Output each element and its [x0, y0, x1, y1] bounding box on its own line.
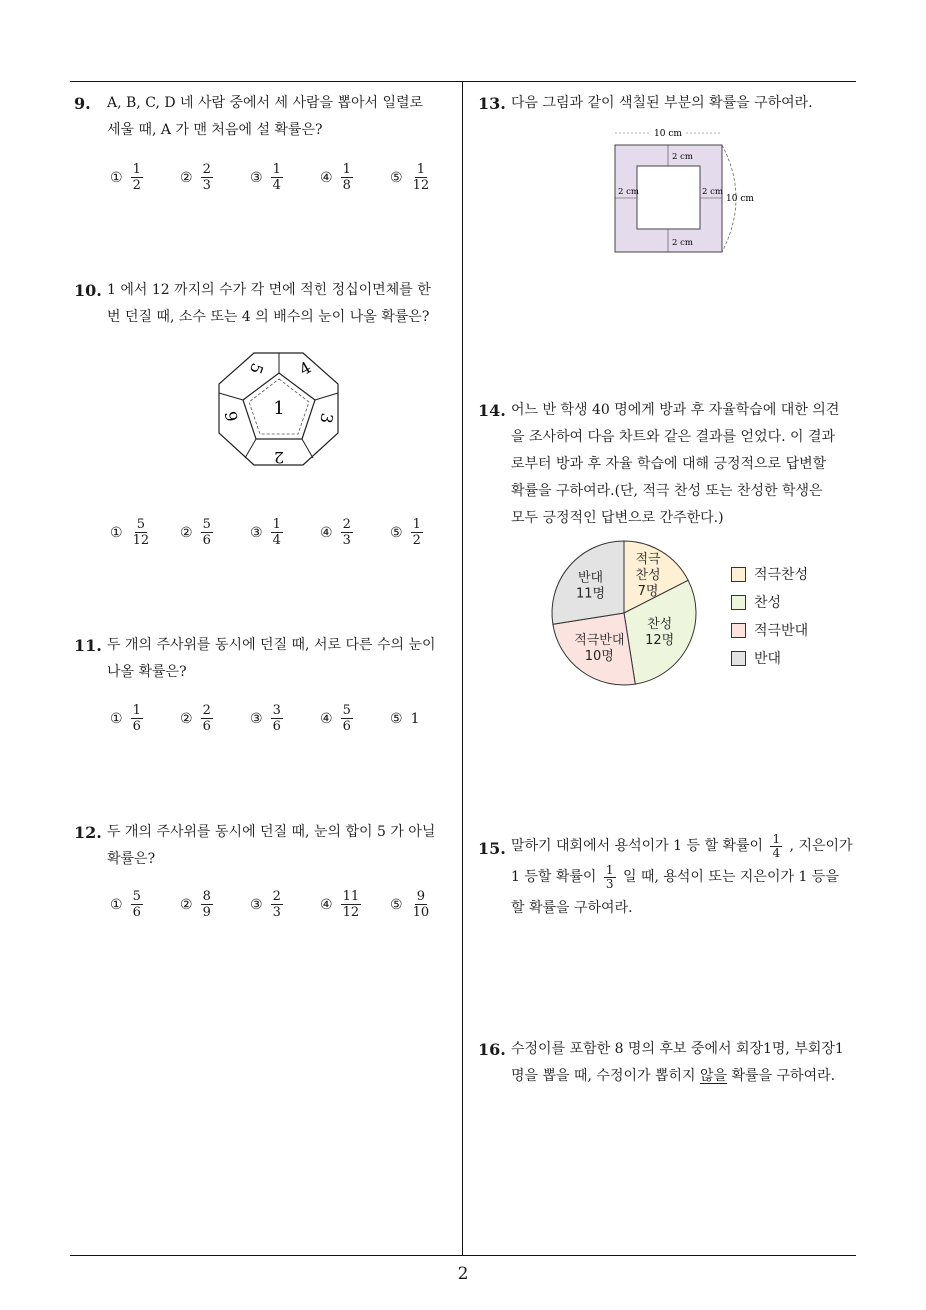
question-number: 14.: [478, 401, 506, 420]
pie-legend: [731, 560, 808, 672]
question-number: 16.: [478, 1040, 506, 1059]
legend-label: 적극찬성: [754, 567, 809, 583]
face-label: 2: [273, 448, 285, 467]
choices-q11-fractions: [110, 703, 390, 734]
face-label: 6: [221, 409, 242, 423]
question-text: 다음 그림과 같이 색칠된 부분의 확률을 구하여라.: [511, 95, 813, 111]
question-text: 어느 반 학생 40 명에게 방과 후 자율학습에 대한 의견 을 조사하여 다음 차트와 같은 결과를 얻었다. 이 결과 로부터 방과 후 자율 학습에 대해 긍정적으로 답변할 확률을 구하여라.(단, 적극 찬성 또는 찬성한 학생은 모두 긍정적인 답변으로 간주한다.): [511, 402, 840, 526]
fraction: $\frac{2}{3}$: [202, 162, 211, 193]
choice[interactable]: ① $\frac{5}{12}$: [110, 517, 150, 548]
pie-label: 10명: [584, 648, 614, 664]
question-16: [478, 1036, 863, 1090]
question-number: 9.: [74, 94, 91, 113]
choices-q9: [110, 162, 460, 193]
question-text: 두 개의 주사위를 동시에 던질 때, 서로 다른 수의 눈이 나올 확률은?: [107, 637, 436, 680]
choice[interactable]: ⑤ $\frac{1}{2}$: [390, 517, 421, 548]
choice[interactable]: ⑤ $\frac{9}{10}$: [390, 889, 430, 920]
fraction: $\frac{5}{6}$: [202, 517, 211, 548]
choice[interactable]: ② $\frac{2}{6}$: [180, 703, 211, 734]
choice[interactable]: ④ $\frac{1}{8}$: [320, 162, 351, 193]
dim-height-label: 10 cm: [726, 194, 754, 204]
dim-width-label: 10 cm: [654, 129, 682, 139]
question-number: 15.: [478, 839, 506, 858]
underlined-word: 않을: [700, 1068, 728, 1084]
pie-label: 12명: [645, 633, 675, 649]
fraction: $\frac{5}{6}$: [342, 703, 351, 734]
choice[interactable]: ① $\frac{5}{6}$: [110, 889, 141, 920]
question-text: A, B, C, D 네 사람 중에서 세 사람을 뽑아서 일렬로 세울 때, A 가 맨 처음에 설 확률은?: [107, 95, 424, 138]
choice[interactable]: ③ $\frac{3}{6}$: [250, 703, 281, 734]
dodecahedron-figure: [213, 348, 345, 472]
fraction: $\frac{1}{2}$: [132, 162, 141, 193]
choice[interactable]: ③ $\frac{2}{3}$: [250, 889, 281, 920]
choice[interactable]: ⑤ $\frac{1}{12}$: [390, 162, 430, 193]
fraction: $\frac{1}{4}$: [772, 831, 781, 860]
question-number: 11.: [74, 636, 102, 655]
question-11: [74, 632, 459, 686]
dim-bottom-label: 2 cm: [672, 238, 693, 248]
fraction: $\frac{1}{6}$: [132, 703, 141, 734]
legend-swatch: [731, 651, 746, 666]
legend-label: 반대: [754, 651, 782, 667]
choice[interactable]: ① $\frac{1}{2}$: [110, 162, 141, 193]
choice[interactable]: ⑤ 1: [390, 710, 420, 727]
pie-label: 반대: [577, 570, 604, 586]
fraction: $\frac{1}{12}$: [412, 162, 430, 193]
question-12: [74, 819, 459, 873]
pie-label: 찬성: [635, 567, 661, 583]
shaded-square-figure: [600, 122, 770, 260]
fraction: $\frac{1}{4}$: [272, 162, 281, 193]
face-label: 4: [296, 357, 315, 380]
opinion-pie-chart: [548, 537, 700, 689]
question-13: [478, 90, 863, 117]
choice[interactable]: ① $\frac{1}{6}$: [110, 703, 141, 734]
choices-q12: [110, 889, 460, 920]
choice[interactable]: ③ $\frac{1}{4}$: [250, 517, 281, 548]
question-text: 1 에서 12 까지의 수가 각 면에 적힌 정십이면체를 한 번 던질 때, 소수 또는 4 의 배수의 눈이 나올 확률은?: [107, 282, 431, 325]
fraction: $\frac{1}{8}$: [342, 162, 351, 193]
choices-q11: [110, 703, 460, 734]
question-10: [74, 277, 459, 331]
question-text: 수정이를 포함한 8 명의 후보 중에서 회장1명, 부회장1 명을 뽑을 때, 수정이가 뽑히지 않을 확률을 구하여라.: [511, 1041, 844, 1084]
pie-label: 7명: [637, 583, 659, 599]
pie-label: 적극반대: [574, 632, 625, 648]
fraction: $\frac{2}{3}$: [342, 517, 351, 548]
legend-item: [731, 644, 808, 672]
question-text: 두 개의 주사위를 동시에 던질 때, 눈의 합이 5 가 아닐 확률은?: [107, 824, 436, 867]
question-number: 13.: [478, 94, 506, 113]
face-center-label: 1: [273, 398, 285, 419]
choices-q10: [110, 517, 460, 548]
legend-item: [731, 588, 808, 616]
fraction: $\frac{1}{3}$: [605, 862, 614, 891]
legend-label: 찬성: [754, 595, 782, 611]
question-text: 말하기 대회에서 용석이가 1 등 할 확률이 $\frac{1}{4}$ , 지은이가 1 등할 확률이 $\frac{1}{3}$ 일 때, 용석이 또는 지은이가 1 등을 할 확률을 구하여라.: [511, 831, 853, 916]
fraction: $\frac{2}{3}$: [272, 889, 281, 920]
question-number: 10.: [74, 281, 102, 300]
question-9: [74, 90, 459, 144]
fraction: $\frac{2}{6}$: [202, 703, 211, 734]
fraction: $\frac{5}{12}$: [132, 517, 150, 548]
pie-label: 11명: [575, 586, 606, 602]
fraction: $\frac{8}{9}$: [202, 889, 211, 920]
question-number: 12.: [74, 823, 102, 842]
top-rule: [70, 81, 856, 82]
face-label: 3: [316, 411, 337, 425]
legend-item: [731, 616, 808, 644]
fraction: $\frac{3}{6}$: [272, 703, 281, 734]
bottom-rule: [70, 1255, 856, 1256]
fraction: $\frac{5}{6}$: [132, 889, 141, 920]
pie-label: 찬성: [647, 617, 673, 633]
dim-right-label: 2 cm: [702, 187, 723, 197]
choice[interactable]: ③ $\frac{1}{4}$: [250, 162, 281, 193]
choice[interactable]: ② $\frac{8}{9}$: [180, 889, 211, 920]
legend-swatch: [731, 623, 746, 638]
dim-left-label: 2 cm: [618, 187, 639, 197]
legend-item: [731, 560, 808, 588]
legend-swatch: [731, 595, 746, 610]
question-14: [478, 397, 863, 532]
fraction: $\frac{1}{4}$: [272, 517, 281, 548]
question-15: [478, 831, 863, 924]
fraction: $\frac{11}{12}$: [342, 889, 360, 920]
legend-swatch: [731, 567, 746, 582]
dim-top-label: 2 cm: [672, 152, 693, 162]
choice[interactable]: ② $\frac{2}{3}$: [180, 162, 211, 193]
legend-label: 적극반대: [754, 623, 809, 639]
choice[interactable]: ④ $\frac{5}{6}$: [320, 703, 351, 734]
choice[interactable]: ④ $\frac{11}{12}$: [320, 889, 360, 920]
fraction: $\frac{1}{2}$: [412, 517, 421, 548]
pie-label: 적극: [635, 551, 661, 567]
face-label: 5: [245, 360, 268, 377]
choice[interactable]: ④ $\frac{2}{3}$: [320, 517, 351, 548]
page-number: 2: [457, 1264, 469, 1284]
fraction: $\frac{9}{10}$: [412, 889, 430, 920]
column-divider: [462, 81, 463, 1255]
choice[interactable]: ② $\frac{5}{6}$: [180, 517, 211, 548]
